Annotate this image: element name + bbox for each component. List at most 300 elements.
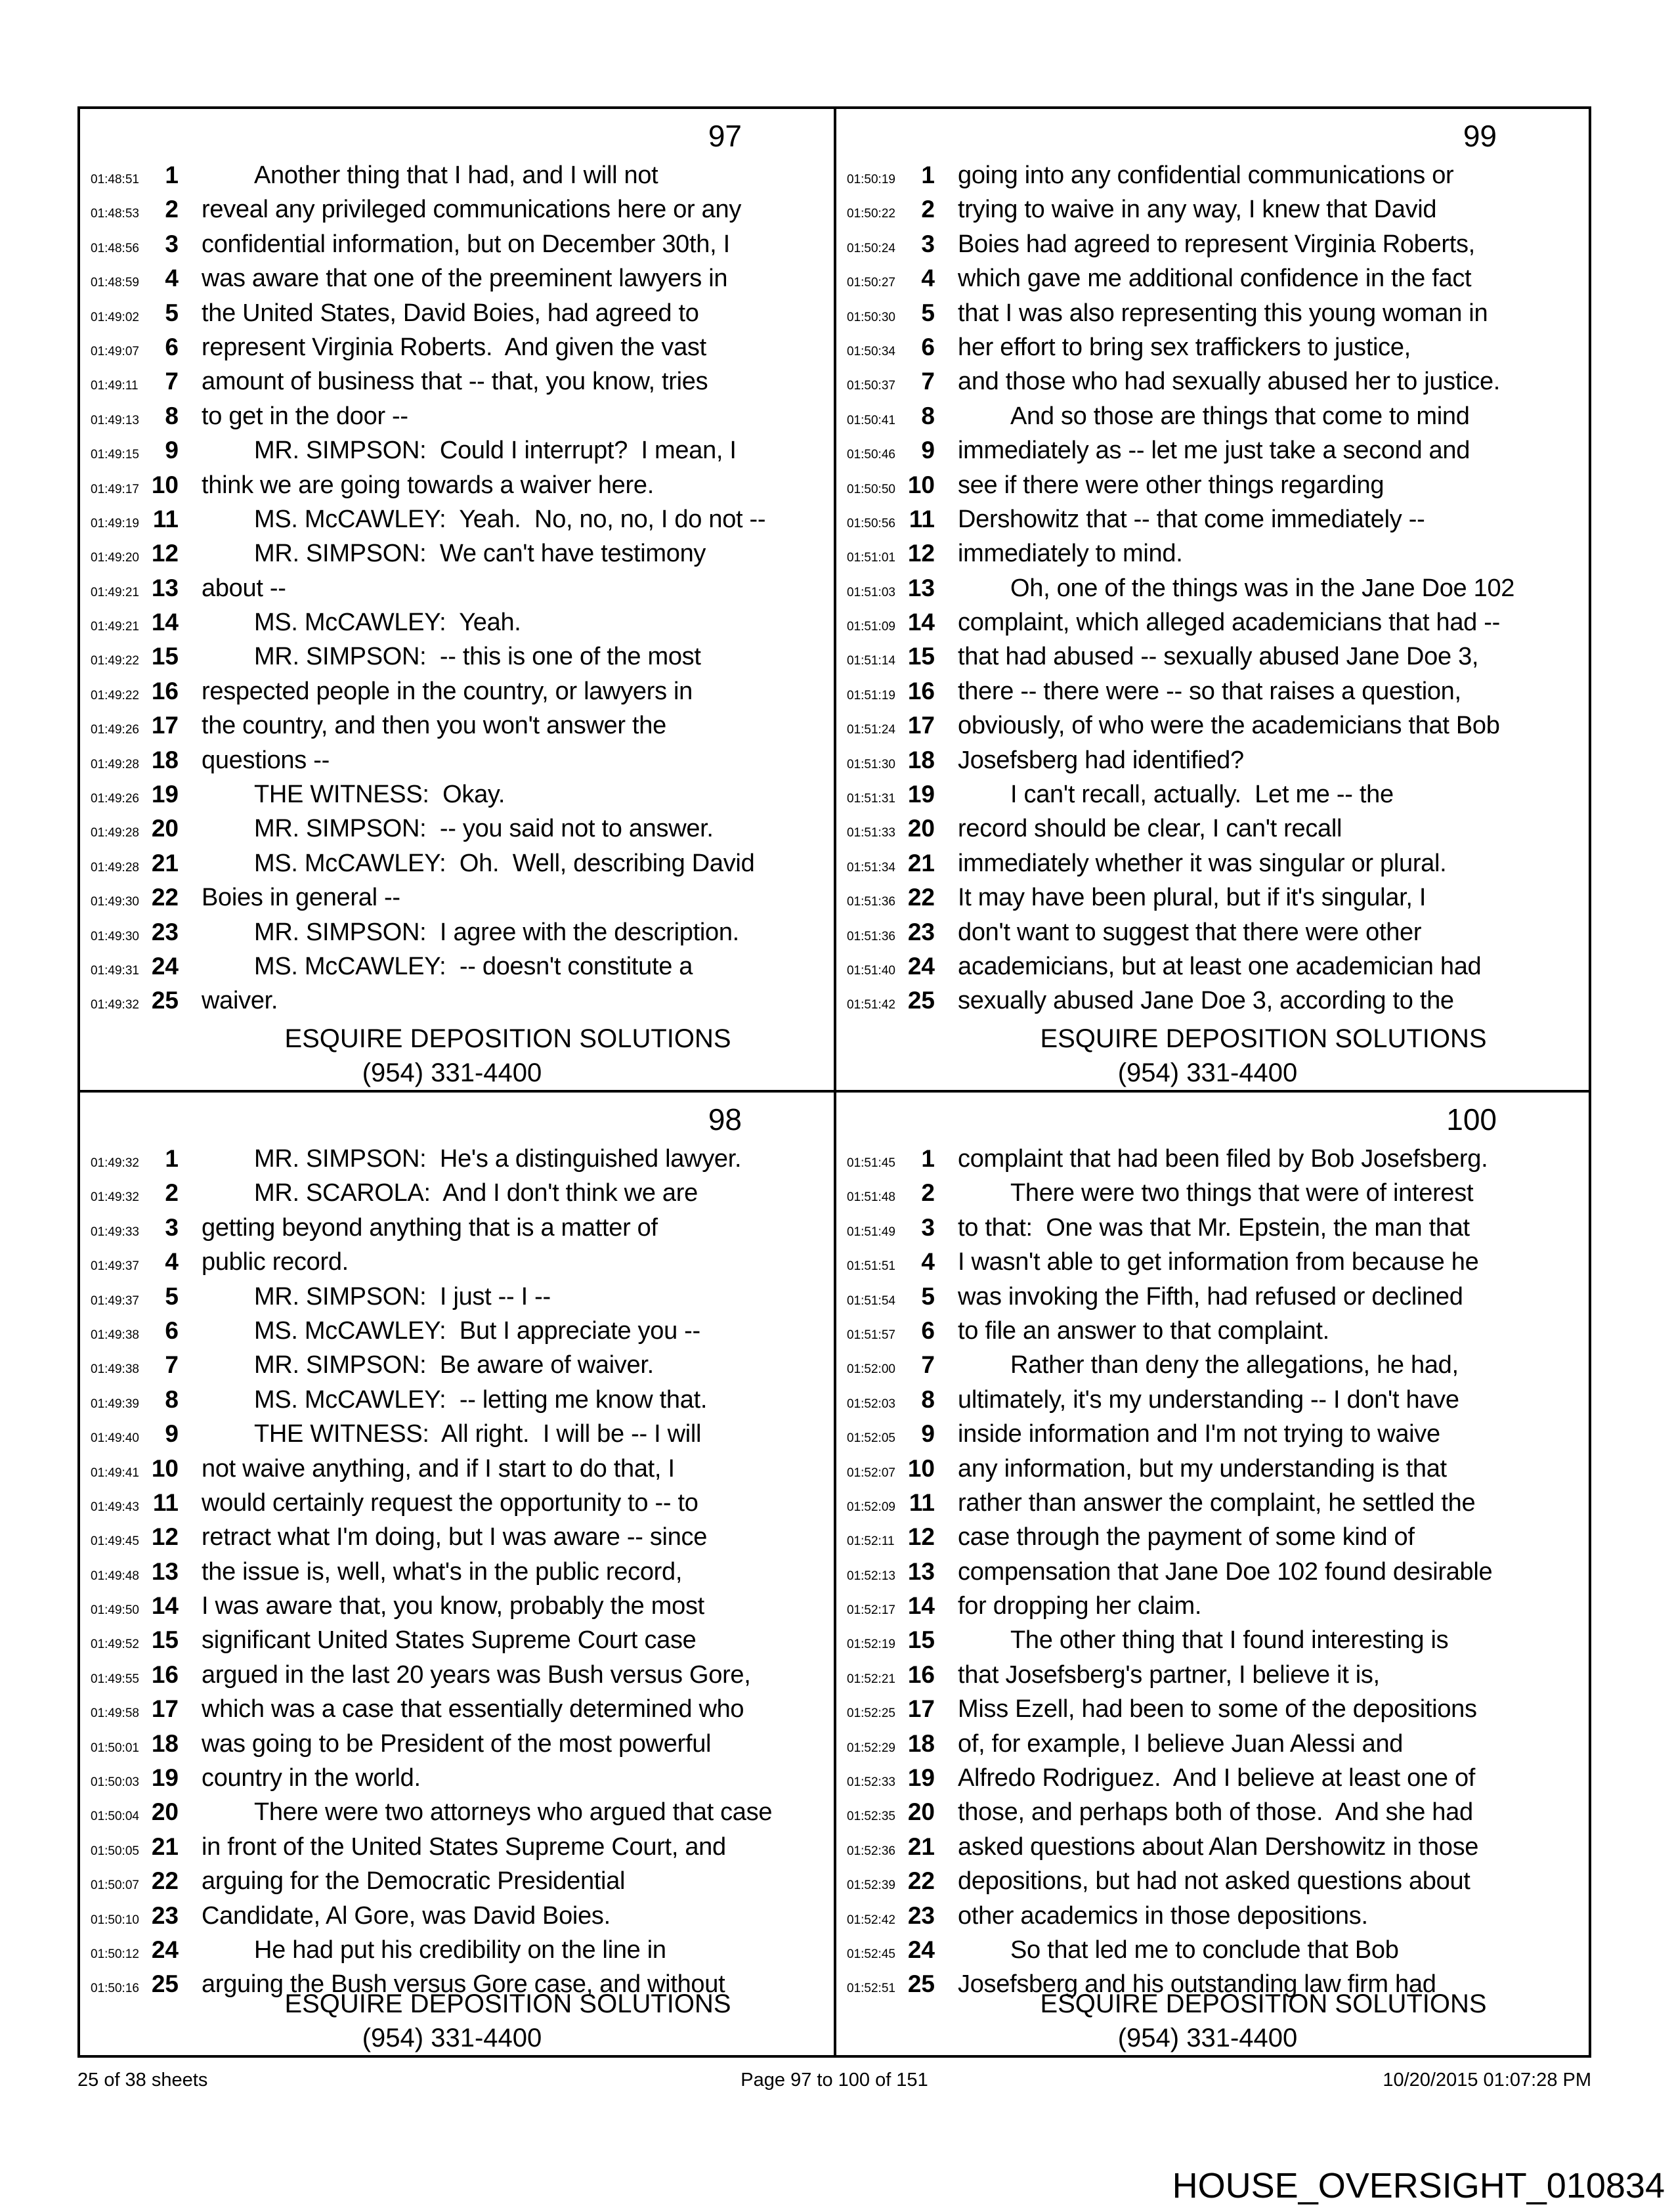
transcript-line	[836, 712, 1589, 746]
line-number: 22	[907, 884, 935, 911]
line-number: 8	[165, 1385, 179, 1413]
line-text: retract what I'm doing, but I was aware -- since	[202, 1523, 708, 1551]
reporter-branding: ESQUIRE DEPOSITION SOLUTIONS	[1040, 1989, 1487, 2018]
line-text: would certainly request the opportunity to -- to	[202, 1488, 698, 1517]
line-number: 10	[907, 1454, 935, 1482]
line-text: think we are going towards a waiver here.	[202, 471, 654, 499]
line-number: 8	[921, 402, 935, 429]
line-text: immediately to mind.	[958, 540, 1183, 568]
reporter-phone: (954) 331-4400	[1117, 2024, 1298, 2052]
timestamp: 01:49:55	[91, 1672, 139, 1686]
timestamp: 01:51:31	[847, 792, 895, 806]
line-text: going into any confidential communications or	[958, 162, 1454, 189]
line-text: to get in the door --	[202, 402, 408, 430]
transcript-line	[836, 1592, 1589, 1626]
line-number: 16	[151, 677, 179, 705]
timestamp: 01:49:30	[91, 895, 139, 909]
transcript-line	[836, 987, 1589, 1021]
transcript-line	[836, 1179, 1589, 1213]
timestamp: 01:52:33	[847, 1775, 895, 1790]
line-number: 12	[151, 1523, 179, 1551]
timestamp: 01:51:14	[847, 654, 895, 668]
line-number: 1	[165, 1145, 179, 1172]
transcript-line	[836, 1523, 1589, 1557]
line-number: 4	[921, 265, 935, 292]
line-number: 16	[151, 1660, 179, 1688]
transcript-line	[836, 643, 1589, 677]
line-text: obviously, of who were the academicians that Bob	[958, 712, 1500, 740]
line-number: 6	[921, 1316, 935, 1344]
line-text: immediately as -- let me just take a second and	[958, 437, 1470, 465]
line-number: 15	[907, 643, 935, 670]
transcript-line	[80, 575, 834, 609]
line-text: So that led me to conclude that Bob	[1010, 1936, 1399, 1964]
line-text: Alfredo Rodriguez. And I believe at least one of	[958, 1764, 1476, 1792]
transcript-line	[836, 1420, 1589, 1454]
timestamp: 01:49:26	[91, 723, 139, 737]
transcript-line	[836, 747, 1589, 781]
line-number: 4	[165, 1248, 179, 1276]
line-text: significant United States Supreme Court case	[202, 1626, 697, 1655]
line-text: He had put his credibility on the line in	[254, 1936, 666, 1964]
timestamp: 01:49:37	[91, 1259, 139, 1274]
line-text: there -- there were -- so that raises a question,	[958, 677, 1461, 705]
timestamp: 01:51:33	[847, 826, 895, 840]
transcript-line	[836, 196, 1589, 230]
timestamp: 01:48:59	[91, 276, 139, 290]
transcript-line	[80, 643, 834, 677]
timestamp: 01:51:48	[847, 1190, 895, 1205]
transcript-line	[836, 1626, 1589, 1660]
line-text: MR. SIMPSON: Be aware of waiver.	[254, 1351, 654, 1379]
line-text: Oh, one of the things was in the Jane Doe 102	[1010, 574, 1515, 602]
line-text: There were two things that were of interest	[1010, 1179, 1474, 1207]
line-number: 23	[907, 1901, 935, 1929]
line-text: MS. McCAWLEY: Yeah.	[254, 609, 521, 637]
transcript-line	[836, 1248, 1589, 1282]
transcript-line	[836, 1661, 1589, 1695]
timestamp: 01:50:10	[91, 1913, 139, 1927]
line-text: confidential information, but on December 30th, I	[202, 230, 730, 258]
line-number: 5	[921, 1282, 935, 1310]
timestamp: 01:51:30	[847, 757, 895, 771]
line-number: 3	[165, 230, 179, 257]
line-text: Boies had agreed to represent Virginia Roberts,	[958, 230, 1475, 258]
timestamp: 01:50:05	[91, 1844, 139, 1858]
page-number: 97	[708, 119, 742, 153]
page-number: 100	[1446, 1102, 1497, 1137]
line-number: 3	[921, 1213, 935, 1241]
line-text: MR. SIMPSON: -- this is one of the most	[254, 643, 701, 671]
timestamp: 01:52:00	[847, 1362, 895, 1377]
transcript-line	[836, 471, 1589, 506]
transcript-line	[836, 437, 1589, 471]
transcript-line	[836, 1902, 1589, 1936]
line-number: 14	[151, 1592, 179, 1620]
timestamp: 01:49:28	[91, 826, 139, 840]
line-number: 7	[921, 368, 935, 395]
line-text: argued in the last 20 years was Bush versus Gore,	[202, 1660, 751, 1689]
timestamp: 01:49:19	[91, 516, 139, 531]
line-text: was going to be President of the most powerful	[202, 1729, 712, 1758]
line-text: to that: One was that Mr. Epstein, the man that	[958, 1213, 1470, 1242]
transcript-page-100	[836, 1093, 1589, 2055]
line-text: case through the payment of some kind of	[958, 1523, 1415, 1551]
line-number: 22	[907, 1867, 935, 1895]
timestamp: 01:51:45	[847, 1156, 895, 1170]
line-text: her effort to bring sex traffickers to justice,	[958, 333, 1411, 361]
reporter-phone: (954) 331-4400	[362, 1058, 542, 1087]
line-text: I was aware that, you know, probably the most	[202, 1592, 704, 1620]
timestamp: 01:49:22	[91, 654, 139, 668]
line-number: 7	[921, 1351, 935, 1379]
transcript-line	[80, 1386, 834, 1420]
transcript-line	[80, 506, 834, 540]
line-number: 14	[151, 609, 179, 636]
line-number: 18	[907, 1729, 935, 1757]
timestamp: 01:49:43	[91, 1500, 139, 1514]
line-number: 20	[907, 815, 935, 842]
reporter-phone: (954) 331-4400	[362, 2024, 542, 2052]
timestamp: 01:49:41	[91, 1465, 139, 1480]
line-number: 2	[921, 196, 935, 223]
transcript-line	[80, 540, 834, 574]
timestamp: 01:52:29	[847, 1741, 895, 1755]
transcript-line	[836, 1867, 1589, 1901]
transcript-line	[80, 1351, 834, 1385]
transcript-line	[80, 230, 834, 265]
timestamp: 01:52:05	[847, 1431, 895, 1446]
line-text: public record.	[202, 1248, 349, 1276]
line-number: 22	[151, 884, 179, 911]
timestamp: 01:52:17	[847, 1603, 895, 1618]
line-number: 13	[151, 574, 179, 601]
timestamp: 01:49:50	[91, 1603, 139, 1618]
line-text: that had abused -- sexually abused Jane Doe 3,	[958, 643, 1479, 671]
line-text: MR. SIMPSON: -- you said not to answer.	[254, 815, 714, 843]
line-text: I can't recall, actually. Let me -- the	[1010, 781, 1394, 809]
transcript-line	[836, 575, 1589, 609]
line-number: 10	[907, 471, 935, 498]
timestamp: 01:50:04	[91, 1810, 139, 1824]
timestamp: 01:49:22	[91, 688, 139, 703]
timestamp: 01:49:31	[91, 963, 139, 978]
timestamp: 01:50:07	[91, 1878, 139, 1893]
transcript-line	[836, 678, 1589, 712]
timestamp: 01:51:42	[847, 998, 895, 1012]
line-number: 4	[165, 265, 179, 292]
timestamp: 01:52:09	[847, 1500, 895, 1514]
line-text: Rather than deny the allegations, he had,	[1010, 1351, 1459, 1379]
line-number: 19	[907, 1764, 935, 1792]
line-text: rather than answer the complaint, he settled the	[958, 1488, 1476, 1517]
line-number: 17	[907, 1695, 935, 1723]
transcript-line	[836, 299, 1589, 334]
timestamp: 01:50:34	[847, 344, 895, 358]
timestamp: 01:51:51	[847, 1259, 895, 1274]
transcript-line	[80, 402, 834, 437]
timestamp: 01:49:48	[91, 1569, 139, 1583]
timestamp: 01:50:46	[847, 448, 895, 462]
transcript-line	[80, 1798, 834, 1832]
line-text: for dropping her claim.	[958, 1592, 1202, 1620]
transcript-line	[80, 1558, 834, 1592]
line-number: 13	[907, 1557, 935, 1585]
line-text: reveal any privileged communications here or any	[202, 196, 742, 224]
line-text: And so those are things that come to mind	[1010, 402, 1470, 430]
line-text: see if there were other things regarding	[958, 471, 1384, 499]
line-number: 9	[165, 437, 179, 464]
timestamp: 01:49:32	[91, 1156, 139, 1170]
timestamp: 01:49:20	[91, 551, 139, 565]
line-text: trying to waive in any way, I knew that David	[958, 196, 1437, 224]
line-number: 6	[165, 333, 179, 360]
line-number: 16	[907, 1660, 935, 1688]
line-text: depositions, but had not asked questions about	[958, 1867, 1470, 1896]
transcript-line	[80, 1592, 834, 1626]
transcript-line	[80, 1730, 834, 1764]
timestamp: 01:52:36	[847, 1844, 895, 1858]
timestamp: 01:52:35	[847, 1810, 895, 1824]
timestamp: 01:49:30	[91, 929, 139, 943]
timestamp: 01:49:21	[91, 585, 139, 599]
timestamp: 01:50:41	[847, 413, 895, 427]
line-text: questions --	[202, 746, 330, 774]
line-text: any information, but my understanding is that	[958, 1454, 1447, 1483]
transcript-line	[836, 1833, 1589, 1867]
line-text: Dershowitz that -- that come immediately --	[958, 505, 1425, 533]
transcript-line	[80, 368, 834, 402]
transcript-grid	[77, 106, 1591, 2058]
transcript-line	[80, 471, 834, 506]
timestamp: 01:51:24	[847, 723, 895, 737]
timestamp: 01:51:36	[847, 929, 895, 943]
line-text: MR. SIMPSON: I just -- I --	[254, 1282, 551, 1311]
line-number: 2	[165, 1179, 179, 1207]
line-number: 10	[151, 1454, 179, 1482]
transcript-line	[80, 1248, 834, 1282]
line-number: 14	[907, 609, 935, 636]
transcript-line	[80, 1661, 834, 1695]
line-number: 5	[165, 1282, 179, 1310]
line-number: 18	[907, 746, 935, 773]
transcript-line	[836, 1695, 1589, 1729]
transcript-page-99	[836, 109, 1589, 1093]
timestamp: 01:52:51	[847, 1982, 895, 1996]
transcript-line	[836, 850, 1589, 884]
transcript-line	[80, 1214, 834, 1248]
line-number: 8	[921, 1385, 935, 1413]
transcript-line	[836, 1764, 1589, 1798]
transcript-line	[836, 1317, 1589, 1351]
transcript-line	[80, 884, 834, 918]
page-number: 99	[1463, 119, 1497, 153]
line-text: those, and perhaps both of those. And she had	[958, 1798, 1473, 1827]
line-text: record should be clear, I can't recall	[958, 815, 1342, 843]
timestamp: 01:52:39	[847, 1878, 895, 1893]
line-text: THE WITNESS: Okay.	[254, 781, 505, 809]
line-text: MR. SCAROLA: And I don't think we are	[254, 1179, 698, 1207]
line-number: 6	[921, 333, 935, 360]
timestamp: 01:49:21	[91, 620, 139, 634]
line-text: and those who had sexually abused her to justice.	[958, 368, 1501, 396]
transcript-line	[80, 1283, 834, 1317]
line-text: waiver.	[202, 987, 278, 1015]
page-number: 98	[708, 1102, 742, 1137]
timestamp: 01:51:34	[847, 860, 895, 875]
timestamp: 01:49:17	[91, 482, 139, 496]
transcript-line	[80, 1902, 834, 1936]
transcript-line	[836, 506, 1589, 540]
transcript-line	[80, 850, 834, 884]
line-number: 11	[909, 1488, 935, 1516]
line-text: MS. McCAWLEY: -- letting me know that.	[254, 1385, 708, 1414]
transcript-line	[80, 1867, 834, 1901]
line-number: 25	[151, 1970, 179, 1998]
transcript-line	[80, 162, 834, 196]
timestamp: 01:52:25	[847, 1706, 895, 1721]
timestamp: 01:50:12	[91, 1947, 139, 1961]
line-text: MS. McCAWLEY: Oh. Well, describing David	[254, 849, 755, 877]
timestamp: 01:49:39	[91, 1397, 139, 1411]
timestamp: 01:49:40	[91, 1431, 139, 1446]
transcript-line	[836, 1386, 1589, 1420]
timestamp: 01:51:01	[847, 551, 895, 565]
line-number: 17	[151, 1695, 179, 1723]
line-text: MR. SIMPSON: I agree with the description.	[254, 918, 739, 946]
line-number: 2	[165, 196, 179, 223]
transcript-line	[836, 781, 1589, 815]
line-text: Candidate, Al Gore, was David Boies.	[202, 1901, 611, 1930]
timestamp: 01:51:40	[847, 963, 895, 978]
line-number: 5	[165, 299, 179, 326]
timestamp: 01:50:56	[847, 516, 895, 531]
line-number: 20	[151, 1798, 179, 1826]
transcript-line	[80, 1936, 834, 1970]
line-number: 1	[165, 162, 179, 188]
line-number: 7	[165, 1351, 179, 1379]
line-text: was aware that one of the preeminent lawyers in	[202, 265, 728, 293]
print-timestamp: 10/20/2015 01:07:28 PM	[1383, 2070, 1591, 2091]
line-number: 18	[151, 1729, 179, 1757]
timestamp: 01:48:56	[91, 241, 139, 255]
line-text: that Josefsberg's partner, I believe it is,	[958, 1660, 1380, 1689]
timestamp: 01:51:09	[847, 620, 895, 634]
timestamp: 01:49:38	[91, 1362, 139, 1377]
timestamp: 01:51:54	[847, 1293, 895, 1308]
timestamp: 01:50:50	[847, 482, 895, 496]
timestamp: 01:49:38	[91, 1328, 139, 1342]
timestamp: 01:49:13	[91, 413, 139, 427]
line-text: MS. McCAWLEY: -- doesn't constitute a	[254, 952, 693, 980]
timestamp: 01:52:13	[847, 1569, 895, 1583]
transcript-line	[80, 1489, 834, 1523]
timestamp: 01:50:03	[91, 1775, 139, 1790]
timestamp: 01:49:28	[91, 860, 139, 875]
line-number: 16	[907, 677, 935, 705]
timestamp: 01:49:26	[91, 792, 139, 806]
transcript-line	[80, 609, 834, 643]
transcript-line	[80, 1833, 834, 1867]
line-text: MS. McCAWLEY: Yeah. No, no, no, I do not --	[254, 505, 766, 533]
line-number: 17	[151, 712, 179, 739]
line-number: 15	[151, 1626, 179, 1654]
line-text: immediately whether it was singular or plural.	[958, 849, 1447, 877]
transcript-line	[836, 1489, 1589, 1523]
line-number: 17	[907, 712, 935, 739]
line-text: was invoking the Fifth, had refused or declined	[958, 1282, 1463, 1311]
transcript-line	[836, 540, 1589, 574]
line-number: 24	[907, 1936, 935, 1963]
line-text: There were two attorneys who argued that case	[254, 1798, 773, 1827]
timestamp: 01:48:53	[91, 207, 139, 221]
line-text: to file an answer to that complaint.	[958, 1316, 1329, 1345]
bates-stamp: HOUSE_OVERSIGHT_010834	[1172, 2166, 1665, 2205]
transcript-line	[80, 747, 834, 781]
line-number: 14	[907, 1592, 935, 1620]
line-text: of, for example, I believe Juan Alessi and	[958, 1729, 1404, 1758]
line-text: that I was also representing this young woman in	[958, 299, 1488, 327]
transcript-line	[80, 1179, 834, 1213]
line-number: 2	[921, 1179, 935, 1207]
transcript-line	[836, 230, 1589, 265]
line-text: compensation that Jane Doe 102 found desirable	[958, 1557, 1493, 1586]
timestamp: 01:49:32	[91, 998, 139, 1012]
line-text: in front of the United States Supreme Court, and	[202, 1832, 726, 1861]
line-number: 11	[152, 1488, 179, 1516]
line-number: 10	[151, 471, 179, 498]
line-text: Josefsberg had identified?	[958, 746, 1244, 774]
transcript-line	[836, 1730, 1589, 1764]
transcript-lines	[80, 1145, 834, 2005]
line-text: MR. SIMPSON: He's a distinguished lawyer.	[254, 1145, 742, 1173]
line-number: 13	[151, 1557, 179, 1585]
timestamp: 01:50:19	[847, 173, 895, 186]
line-number: 24	[907, 952, 935, 980]
transcript-line	[836, 884, 1589, 918]
line-number: 6	[165, 1316, 179, 1344]
line-text: MS. McCAWLEY: But I appreciate you --	[254, 1316, 700, 1345]
transcript-line	[80, 712, 834, 746]
page-range: Page 97 to 100 of 151	[740, 2070, 928, 2091]
transcript-line	[836, 1558, 1589, 1592]
line-number: 24	[151, 952, 179, 980]
line-number: 15	[907, 1626, 935, 1654]
timestamp: 01:49:37	[91, 1293, 139, 1308]
line-number: 4	[921, 1248, 935, 1276]
line-text: the United States, David Boies, had agreed to	[202, 299, 699, 327]
transcript-line	[836, 919, 1589, 953]
timestamp: 01:50:30	[847, 310, 895, 324]
transcript-page-98	[80, 1093, 836, 2055]
transcript-line	[836, 1145, 1589, 1179]
transcript-line	[836, 815, 1589, 849]
line-text: the issue is, well, what's in the public record,	[202, 1557, 683, 1586]
transcript-line	[80, 815, 834, 849]
transcript-line	[80, 781, 834, 815]
transcript-line	[836, 1351, 1589, 1385]
line-number: 3	[165, 1213, 179, 1241]
transcript-line	[836, 609, 1589, 643]
transcript-line	[836, 1936, 1589, 1970]
sheet-footer	[77, 2070, 1591, 2096]
transcript-line	[80, 299, 834, 334]
line-number: 20	[151, 815, 179, 842]
transcript-line	[80, 437, 834, 471]
line-number: 23	[151, 918, 179, 945]
timestamp: 01:52:19	[847, 1637, 895, 1652]
line-number: 5	[921, 299, 935, 326]
